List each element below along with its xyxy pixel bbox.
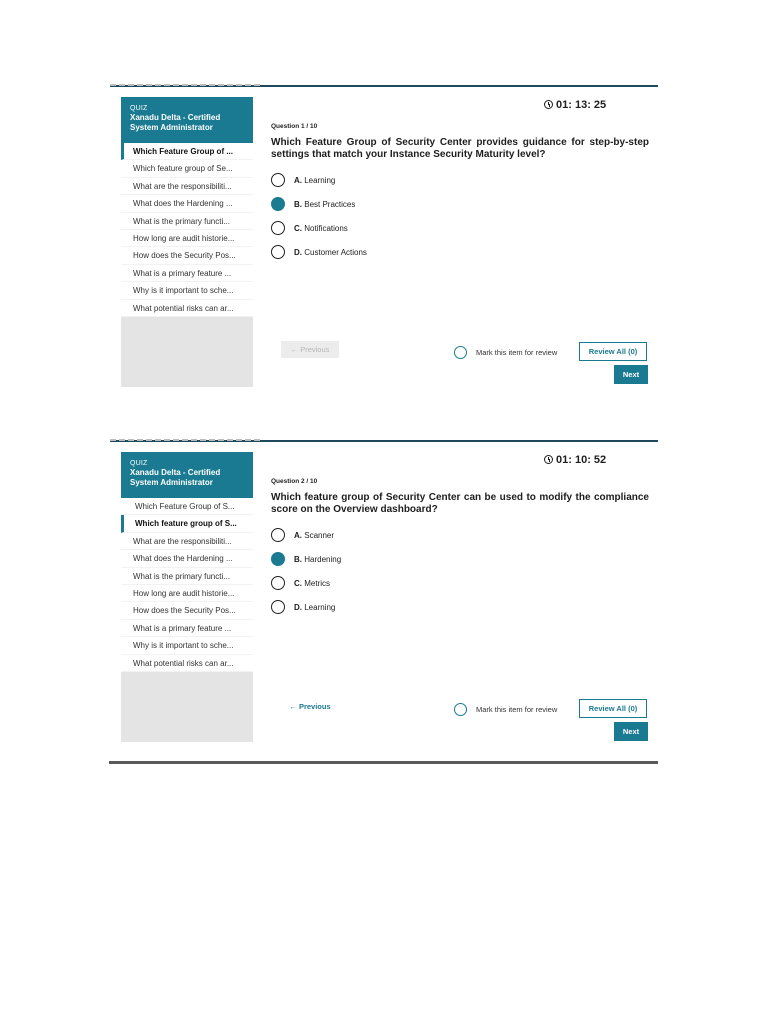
clock-icon bbox=[544, 455, 553, 464]
top-divider bbox=[110, 85, 658, 87]
clock-icon bbox=[544, 100, 553, 109]
sidebar-question-5[interactable]: What is the primary functi... bbox=[121, 213, 253, 230]
option-letter: D. bbox=[294, 603, 302, 612]
sidebar-question-5[interactable]: What is the primary functi... bbox=[121, 568, 253, 585]
question-number: Question 1 / 10 bbox=[271, 123, 318, 130]
radio-unselected-icon[interactable] bbox=[271, 173, 285, 187]
option-letter: D. bbox=[294, 248, 302, 257]
radio-unselected-icon[interactable] bbox=[271, 576, 285, 590]
sidebar-question-4[interactable]: What does the Hardening ... bbox=[121, 550, 253, 567]
timer-value: 01: 10: 52 bbox=[556, 454, 607, 466]
question-text: Which Feature Group of Security Center provides guidance for step-by-step settings that match your Instance Security Maturity level? bbox=[271, 137, 649, 160]
option-text: Best Practices bbox=[304, 200, 356, 209]
sidebar-question-1[interactable]: Which Feature Group of S... bbox=[121, 498, 253, 515]
radio-unselected-icon[interactable] bbox=[271, 528, 285, 542]
quiz-header bbox=[121, 452, 253, 498]
question-number: Question 2 / 10 bbox=[271, 478, 318, 485]
sidebar-question-7[interactable]: How does the Security Pos... bbox=[121, 602, 253, 619]
next-button[interactable]: Next bbox=[614, 365, 648, 384]
sidebar-question-9[interactable]: Why is it important to sche... bbox=[121, 282, 253, 299]
option-letter: C. bbox=[294, 224, 302, 233]
option-letter: A. bbox=[294, 176, 302, 185]
option-text: Learning bbox=[304, 176, 336, 185]
sidebar-question-2[interactable]: Which feature group of Se... bbox=[121, 160, 253, 177]
sidebar-question-9[interactable]: Why is it important to sche... bbox=[121, 637, 253, 654]
review-all-button[interactable]: Review All (0) bbox=[579, 342, 647, 361]
question-sidebar bbox=[121, 97, 253, 387]
option-text: Learning bbox=[304, 603, 336, 612]
option-letter: A. bbox=[294, 531, 302, 540]
quiz-label: QUIZ bbox=[130, 105, 148, 112]
option-text: Metrics bbox=[304, 579, 331, 588]
sidebar-question-8[interactable]: What is a primary feature ... bbox=[121, 265, 253, 282]
option-text: Notifications bbox=[304, 224, 348, 233]
radio-unselected-icon[interactable] bbox=[271, 221, 285, 235]
previous-button[interactable]: ← Previous bbox=[289, 702, 331, 711]
option-letter: B. bbox=[294, 200, 302, 209]
sidebar-question-10[interactable]: What potential risks can ar... bbox=[121, 655, 253, 672]
mark-review-radio[interactable] bbox=[454, 346, 467, 359]
option-text: Scanner bbox=[304, 531, 335, 540]
question-list bbox=[121, 143, 253, 317]
sidebar-question-4[interactable]: What does the Hardening ... bbox=[121, 195, 253, 212]
sidebar-question-3[interactable]: What are the responsibiliti... bbox=[121, 533, 253, 550]
previous-button: ← Previous bbox=[281, 341, 339, 358]
quiz-label: QUIZ bbox=[130, 460, 148, 467]
quiz-screen-2 bbox=[110, 440, 658, 766]
sidebar-question-6[interactable]: How long are audit historie... bbox=[121, 230, 253, 247]
sidebar-question-2[interactable]: Which feature group of S... bbox=[121, 515, 253, 532]
quiz-screen-1 bbox=[110, 85, 658, 411]
countdown-timer bbox=[544, 99, 606, 111]
radio-unselected-icon[interactable] bbox=[271, 245, 285, 259]
question-sidebar bbox=[121, 452, 253, 742]
sidebar-question-3[interactable]: What are the responsibiliti... bbox=[121, 178, 253, 195]
sidebar-question-8[interactable]: What is a primary feature ... bbox=[121, 620, 253, 637]
sidebar-question-10[interactable]: What potential risks can ar... bbox=[121, 300, 253, 317]
mark-review-label[interactable]: Mark this item for review bbox=[476, 348, 558, 357]
sidebar-question-1[interactable]: Which Feature Group of ... bbox=[121, 143, 253, 160]
radio-unselected-icon[interactable] bbox=[271, 600, 285, 614]
review-all-button[interactable]: Review All (0) bbox=[579, 699, 647, 718]
option-letter: C. bbox=[294, 579, 302, 588]
countdown-timer bbox=[544, 454, 606, 466]
question-text: Which feature group of Security Center can be used to modify the compliance score on the Overview dashboard? bbox=[271, 492, 649, 515]
sidebar-question-7[interactable]: How does the Security Pos... bbox=[121, 247, 253, 264]
quiz-title: Xanadu Delta - Certified System Administrator bbox=[130, 113, 221, 132]
timer-value: 01: 13: 25 bbox=[556, 99, 607, 111]
sidebar-question-6[interactable]: How long are audit historie... bbox=[121, 585, 253, 602]
radio-selected-icon[interactable] bbox=[271, 197, 285, 211]
mark-review-label[interactable]: Mark this item for review bbox=[476, 705, 558, 714]
option-letter: B. bbox=[294, 555, 302, 564]
question-list bbox=[121, 498, 253, 672]
next-button[interactable]: Next bbox=[614, 722, 648, 741]
bottom-divider bbox=[109, 761, 658, 764]
mark-review-radio[interactable] bbox=[454, 703, 467, 716]
quiz-title: Xanadu Delta - Certified System Administrator bbox=[130, 468, 221, 487]
option-text: Hardening bbox=[304, 555, 342, 564]
quiz-header bbox=[121, 97, 253, 143]
top-divider bbox=[110, 440, 658, 442]
option-text: Customer Actions bbox=[304, 248, 367, 257]
radio-selected-icon[interactable] bbox=[271, 552, 285, 566]
